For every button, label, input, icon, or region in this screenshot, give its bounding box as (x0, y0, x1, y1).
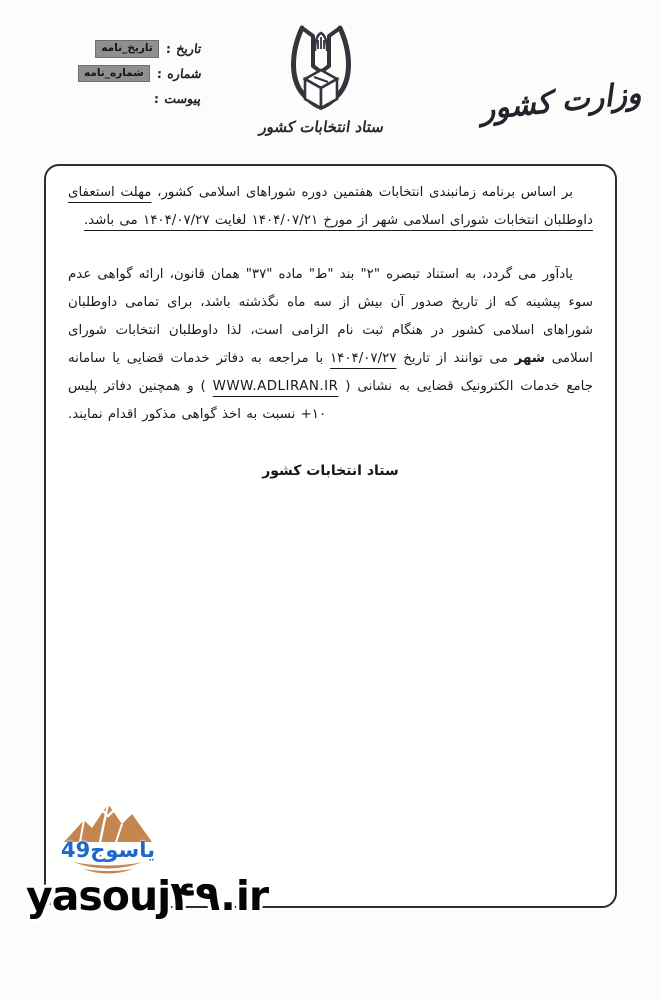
paragraph-certificate (68, 261, 593, 429)
para2-city-bold: شهر (514, 351, 545, 366)
para2-text-1: یادآور می گردد، به استناد تبصره "۲" بند "ط" ماده "۳۷" همان قانون، ارائه گواهی عدم سوء پیشینه که از تاریخ صدور آن بیش از سه ماه نگذشته باشد، برای تمامی داوطلبان شوراهای اسلامی کشور در هنگام ثبت نام الزامی است، لذا داوطلبان انتخابات شورای اسلامی (68, 267, 594, 366)
letter-reference-fields (40, 40, 200, 113)
watermark-site-url: yasouj۴۹.ir (26, 872, 269, 920)
number-row (40, 65, 200, 83)
ministry-title: وزارت کشور (478, 75, 643, 128)
paragraph-deadline (68, 179, 593, 235)
para1-underlined-deadline: مهلت استعفای داوطلبان انتخابات شورای اسلامی شهر از مورخ ۱۴۰۴/۰۷/۲۱ لغایت ۱۴۰۴/۰۷/۲۷ می باشد. (68, 185, 593, 228)
watermark-site-name: یاسوج49 (61, 838, 155, 862)
signature-election-headquarters: ستاد انتخابات کشور (262, 463, 399, 479)
date-label: تاریخ : (164, 41, 202, 57)
date-placeholder-field: تاریخ_نامه (95, 40, 158, 58)
election-headquarters-logo (248, 24, 393, 136)
para1-lead: بر اساس برنامه زمانبندی انتخابات هفتمین دوره شوراهای اسلامی کشور، (151, 185, 573, 200)
logo-caption: ستاد انتخابات کشور (257, 118, 384, 136)
adliran-url-text: WWW.ADLIRAN.IR (212, 379, 339, 394)
number-label: شماره : (155, 65, 202, 81)
letter-body-box (44, 164, 617, 908)
date-row (40, 40, 200, 58)
attachment-row (40, 91, 200, 106)
attachment-label: پیوست : (153, 91, 202, 107)
yasouj49-watermark-logo (58, 798, 158, 882)
para2-text-4: ) و همچنین دفاتر پلیس ۱۰+ نسبت به اخذ گواهی مذکور اقدام نمایند. (68, 379, 327, 422)
para2-date-underlined: ۱۴۰۴/۰۷/۲۷ (329, 351, 397, 366)
para2-text-2: می توانند از تاریخ (396, 351, 515, 366)
para2-text-3: با مراجعه به دفاتر خدمات قضایی یا سامانه جامع خدمات الکترونیک قضایی به نشانی ( (68, 351, 593, 394)
number-placeholder-field: شماره_نامه (78, 65, 150, 83)
election-emblem-icon (269, 24, 373, 116)
